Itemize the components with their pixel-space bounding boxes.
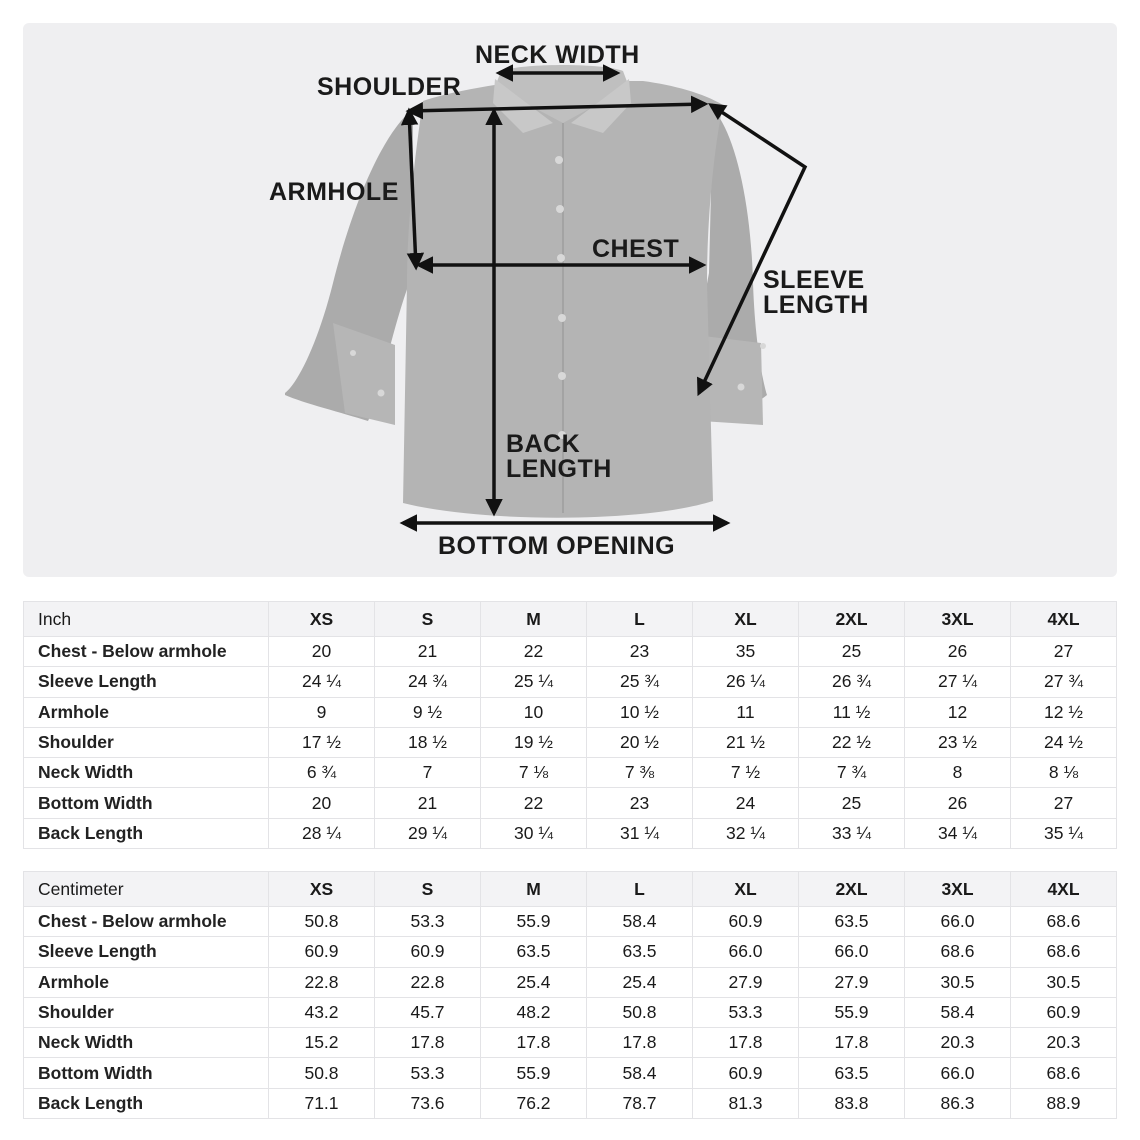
measurement-label: Back Length — [24, 1088, 269, 1118]
measurement-value: 26 ¾ — [799, 667, 905, 697]
size-header: XL — [693, 872, 799, 907]
measurement-value: 15.2 — [269, 1028, 375, 1058]
table-header-row — [24, 872, 1117, 907]
measurement-value: 50.8 — [269, 907, 375, 937]
shirt-button — [558, 314, 566, 322]
shoulder-label: SHOULDER — [317, 73, 462, 101]
measurement-value: 23 ½ — [905, 727, 1011, 757]
measurement-value: 17 ½ — [269, 727, 375, 757]
unit-header: Centimeter — [24, 872, 269, 907]
measurement-value: 10 — [481, 697, 587, 727]
size-header: XS — [269, 602, 375, 637]
measurement-value: 32 ¼ — [693, 818, 799, 848]
cuff-button — [350, 350, 356, 356]
shirt-button — [555, 156, 563, 164]
shirt-diagram-svg — [23, 23, 1117, 577]
measurement-value: 23 — [587, 637, 693, 667]
measurement-value: 68.6 — [1011, 937, 1117, 967]
back-length-label-line2: LENGTH — [506, 455, 612, 483]
measurement-label: Bottom Width — [24, 1058, 269, 1088]
centimeter-size-table — [23, 871, 1117, 1119]
cuff-button — [378, 390, 385, 397]
measurement-value: 25.4 — [587, 967, 693, 997]
measurement-value: 27 ¼ — [905, 667, 1011, 697]
measurement-value: 53.3 — [375, 907, 481, 937]
sleeve-length-label-line2: LENGTH — [763, 291, 869, 319]
table-row — [24, 788, 1117, 818]
measurement-value: 11 — [693, 697, 799, 727]
measurement-value: 29 ¼ — [375, 818, 481, 848]
size-header: L — [587, 872, 693, 907]
measurement-value: 33 ¼ — [799, 818, 905, 848]
measurement-value: 24 ¾ — [375, 667, 481, 697]
measurement-value: 20.3 — [1011, 1028, 1117, 1058]
measurement-value: 12 ½ — [1011, 697, 1117, 727]
table-row — [24, 967, 1117, 997]
table-row — [24, 697, 1117, 727]
measurement-label: Sleeve Length — [24, 937, 269, 967]
measurement-value: 63.5 — [587, 937, 693, 967]
cuff-button — [760, 343, 766, 349]
size-header: S — [375, 602, 481, 637]
measurement-value: 10 ½ — [587, 697, 693, 727]
measurement-value: 19 ½ — [481, 727, 587, 757]
measurement-value: 17.8 — [587, 1028, 693, 1058]
measurement-value: 35 ¼ — [1011, 818, 1117, 848]
size-header: 3XL — [905, 872, 1011, 907]
measurement-label: Back Length — [24, 818, 269, 848]
measurement-label: Shoulder — [24, 727, 269, 757]
measurement-value: 66.0 — [693, 937, 799, 967]
bottom-opening-label: BOTTOM OPENING — [438, 532, 676, 560]
measurement-value: 53.3 — [693, 997, 799, 1027]
measurement-value: 73.6 — [375, 1088, 481, 1118]
measurement-value: 86.3 — [905, 1088, 1011, 1118]
measurement-value: 53.3 — [375, 1058, 481, 1088]
measurement-value: 88.9 — [1011, 1088, 1117, 1118]
measurement-value: 58.4 — [905, 997, 1011, 1027]
measurement-value: 63.5 — [481, 937, 587, 967]
measurement-value: 7 ⅜ — [587, 758, 693, 788]
table-row — [24, 637, 1117, 667]
measurement-value: 30.5 — [1011, 967, 1117, 997]
measurement-value: 17.8 — [481, 1028, 587, 1058]
measurement-value: 27 — [1011, 637, 1117, 667]
measurement-value: 9 ½ — [375, 697, 481, 727]
measurement-value: 21 ½ — [693, 727, 799, 757]
measurement-value: 27 — [1011, 788, 1117, 818]
measurement-value: 78.7 — [587, 1088, 693, 1118]
size-header: 4XL — [1011, 602, 1117, 637]
measurement-value: 27.9 — [693, 967, 799, 997]
measurement-value: 58.4 — [587, 907, 693, 937]
measurement-value: 20.3 — [905, 1028, 1011, 1058]
measurement-value: 12 — [905, 697, 1011, 727]
measurement-label: Chest - Below armhole — [24, 907, 269, 937]
measurement-value: 7 ⅛ — [481, 758, 587, 788]
measurement-value: 63.5 — [799, 1058, 905, 1088]
armhole-label: ARMHOLE — [269, 178, 399, 206]
measurement-value: 68.6 — [1011, 907, 1117, 937]
measurement-value: 60.9 — [375, 937, 481, 967]
measurement-label: Chest - Below armhole — [24, 637, 269, 667]
measurement-value: 58.4 — [587, 1058, 693, 1088]
measurement-value: 22 ½ — [799, 727, 905, 757]
measurement-value: 18 ½ — [375, 727, 481, 757]
measurement-value: 60.9 — [1011, 997, 1117, 1027]
measurement-value: 30.5 — [905, 967, 1011, 997]
measurement-value: 66.0 — [905, 907, 1011, 937]
measurement-value: 81.3 — [693, 1088, 799, 1118]
table-row — [24, 937, 1117, 967]
measurement-value: 8 — [905, 758, 1011, 788]
measurement-value: 27 ¾ — [1011, 667, 1117, 697]
measurement-value: 22 — [481, 637, 587, 667]
measurement-value: 11 ½ — [799, 697, 905, 727]
table-row — [24, 1028, 1117, 1058]
measurement-label: Shoulder — [24, 997, 269, 1027]
measurement-label: Armhole — [24, 967, 269, 997]
measurement-value: 28 ¼ — [269, 818, 375, 848]
cuff-button — [738, 384, 745, 391]
measurement-value: 68.6 — [1011, 1058, 1117, 1088]
measurement-value: 17.8 — [375, 1028, 481, 1058]
size-header: S — [375, 872, 481, 907]
measurement-value: 24 ¼ — [269, 667, 375, 697]
measurement-value: 9 — [269, 697, 375, 727]
measurement-value: 25 ¾ — [587, 667, 693, 697]
measurement-value: 76.2 — [481, 1088, 587, 1118]
table-row — [24, 997, 1117, 1027]
measurement-value: 60.9 — [693, 1058, 799, 1088]
size-header: 3XL — [905, 602, 1011, 637]
measurement-value: 63.5 — [799, 907, 905, 937]
size-header: XS — [269, 872, 375, 907]
measurement-value: 21 — [375, 637, 481, 667]
measurement-value: 45.7 — [375, 997, 481, 1027]
measurement-value: 21 — [375, 788, 481, 818]
measurement-value: 20 — [269, 637, 375, 667]
measurement-value: 60.9 — [693, 907, 799, 937]
measurement-value: 25 ¼ — [481, 667, 587, 697]
measurement-label: Sleeve Length — [24, 667, 269, 697]
measurement-label: Neck Width — [24, 758, 269, 788]
measurement-label: Armhole — [24, 697, 269, 727]
measurement-value: 68.6 — [905, 937, 1011, 967]
measurement-value: 25 — [799, 637, 905, 667]
measurement-value: 7 — [375, 758, 481, 788]
measurement-value: 43.2 — [269, 997, 375, 1027]
measurement-value: 30 ¼ — [481, 818, 587, 848]
inch-size-table — [23, 601, 1117, 849]
measurement-value: 8 ⅛ — [1011, 758, 1117, 788]
measurement-value: 24 ½ — [1011, 727, 1117, 757]
measurement-value: 66.0 — [905, 1058, 1011, 1088]
measurement-value: 55.9 — [481, 1058, 587, 1088]
measurement-value: 17.8 — [693, 1028, 799, 1058]
table-header-row — [24, 602, 1117, 637]
measurement-value: 7 ½ — [693, 758, 799, 788]
measurement-value: 27.9 — [799, 967, 905, 997]
measurement-value: 71.1 — [269, 1088, 375, 1118]
size-header: M — [481, 872, 587, 907]
measurement-value: 20 ½ — [587, 727, 693, 757]
chest-label: CHEST — [592, 235, 680, 263]
measurement-value: 26 — [905, 637, 1011, 667]
measurement-value: 35 — [693, 637, 799, 667]
measurement-value: 7 ¾ — [799, 758, 905, 788]
neck-width-label: NECK WIDTH — [475, 41, 640, 69]
table-row — [24, 758, 1117, 788]
size-header: M — [481, 602, 587, 637]
size-diagram — [23, 23, 1117, 577]
measurement-value: 66.0 — [799, 937, 905, 967]
table-row — [24, 727, 1117, 757]
measurement-value: 20 — [269, 788, 375, 818]
measurement-value: 34 ¼ — [905, 818, 1011, 848]
measurement-value: 22 — [481, 788, 587, 818]
measurement-label: Neck Width — [24, 1028, 269, 1058]
unit-header: Inch — [24, 602, 269, 637]
measurement-value: 55.9 — [799, 997, 905, 1027]
measurement-value: 50.8 — [269, 1058, 375, 1088]
size-header: L — [587, 602, 693, 637]
sleeve-length-label-line1: SLEEVE — [763, 266, 865, 294]
measurement-value: 31 ¼ — [587, 818, 693, 848]
shirt-button — [558, 372, 566, 380]
measurement-value: 22.8 — [375, 967, 481, 997]
shirt-button — [556, 205, 564, 213]
table-row — [24, 1058, 1117, 1088]
table-row — [24, 907, 1117, 937]
measurement-value: 22.8 — [269, 967, 375, 997]
measurement-value: 23 — [587, 788, 693, 818]
measurement-value: 25.4 — [481, 967, 587, 997]
measurement-value: 60.9 — [269, 937, 375, 967]
measurement-value: 48.2 — [481, 997, 587, 1027]
measurement-value: 26 — [905, 788, 1011, 818]
table-row — [24, 818, 1117, 848]
measurement-value: 25 — [799, 788, 905, 818]
measurement-value: 50.8 — [587, 997, 693, 1027]
size-header: XL — [693, 602, 799, 637]
measurement-value: 24 — [693, 788, 799, 818]
measurement-value: 83.8 — [799, 1088, 905, 1118]
size-header: 4XL — [1011, 872, 1117, 907]
back-length-label-line1: BACK — [506, 430, 581, 458]
measurement-value: 26 ¼ — [693, 667, 799, 697]
measurement-value: 17.8 — [799, 1028, 905, 1058]
measurement-value: 55.9 — [481, 907, 587, 937]
table-row — [24, 667, 1117, 697]
measurement-label: Bottom Width — [24, 788, 269, 818]
size-header: 2XL — [799, 602, 905, 637]
shirt-button — [557, 254, 565, 262]
size-header: 2XL — [799, 872, 905, 907]
table-row — [24, 1088, 1117, 1118]
measurement-value: 6 ¾ — [269, 758, 375, 788]
